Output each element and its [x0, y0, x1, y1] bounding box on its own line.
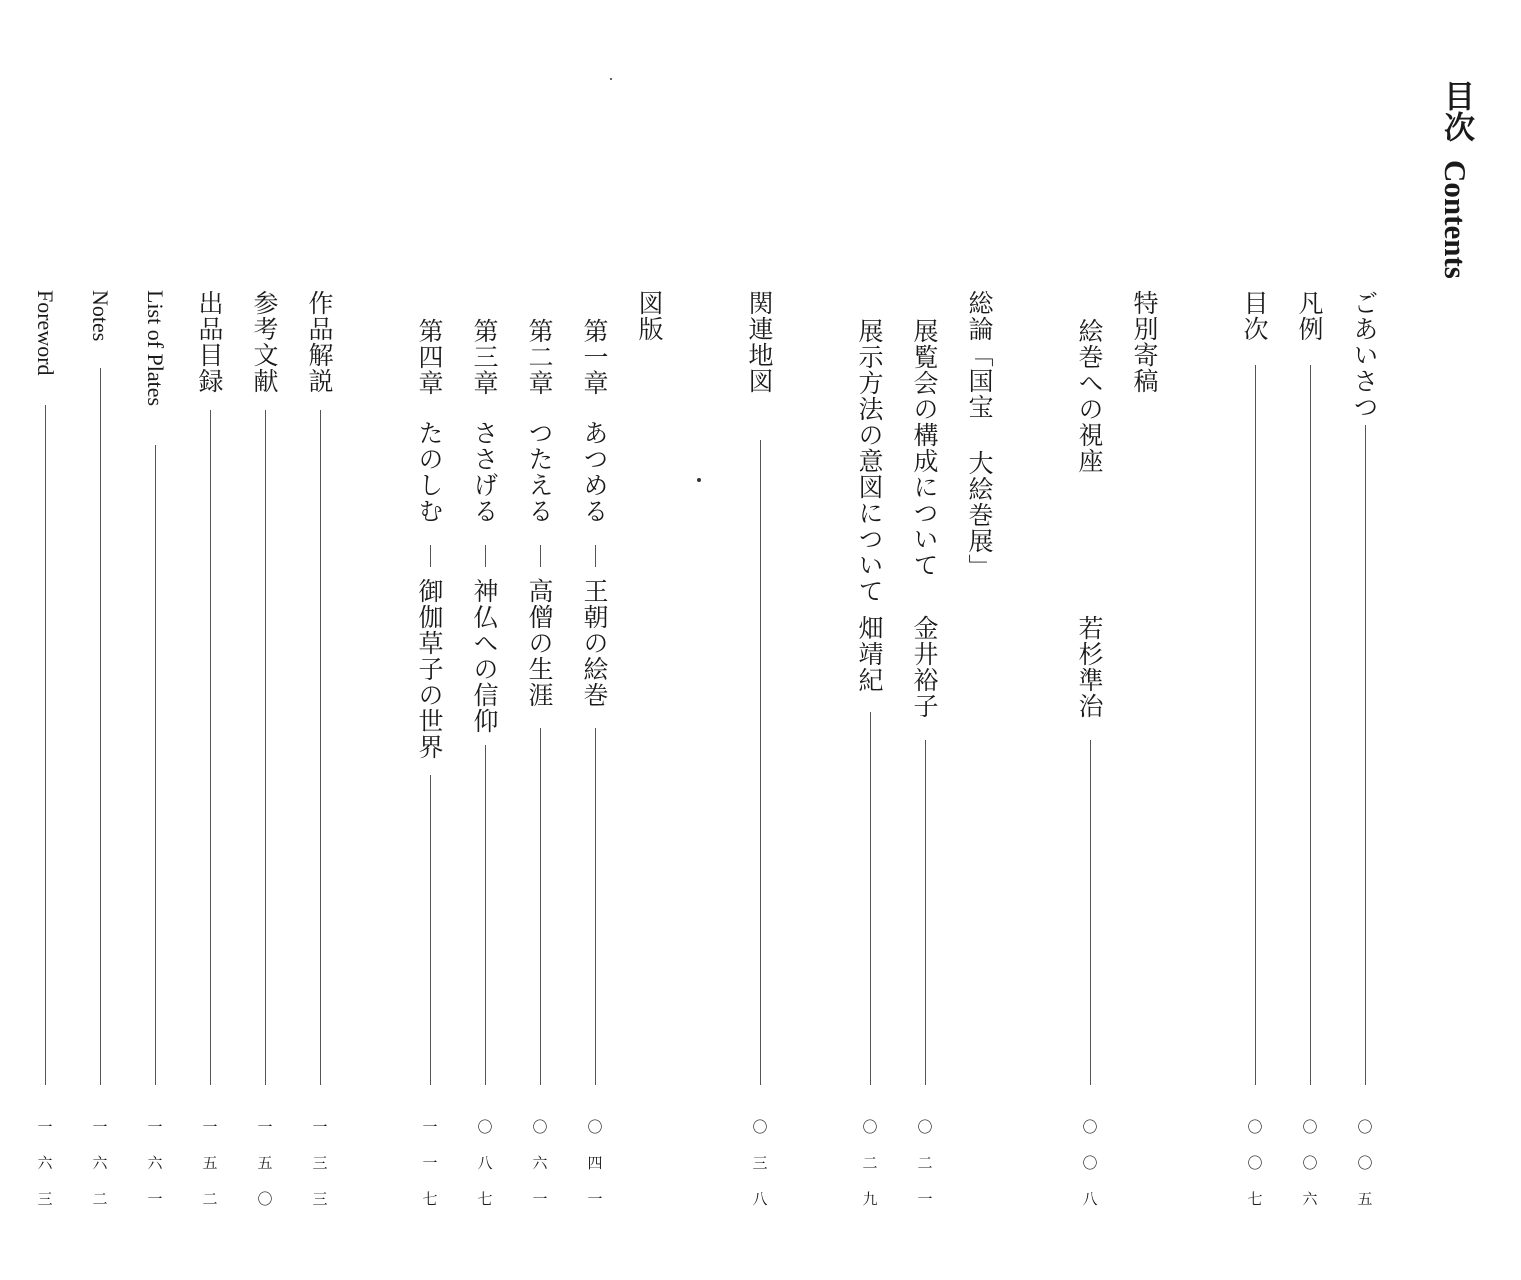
- entry-label: ごあいさつ: [1350, 290, 1379, 420]
- page-number: 一 五 〇: [257, 1118, 273, 1208]
- entry-label: 展示方法の意図について: [855, 318, 884, 604]
- entry-label: List of Plates: [143, 290, 168, 407]
- scan-speck: [697, 478, 701, 482]
- page-number: 〇 〇 八: [1082, 1118, 1098, 1208]
- chapter-number: 第四章: [415, 318, 444, 396]
- entry-label: 展覧会の構成について: [910, 318, 939, 578]
- entry-label: 目次: [1240, 290, 1269, 342]
- entry-label: 関連地図: [745, 290, 774, 394]
- chapter-number: 第一章: [580, 318, 609, 396]
- leader-line: [1090, 740, 1091, 1085]
- leader-line: [210, 410, 211, 1085]
- section-heading-special-contribution: 特別寄稿: [1130, 290, 1159, 394]
- page-number: 〇 三 八: [752, 1118, 768, 1208]
- leader-line: [100, 368, 101, 1085]
- page-number: 一 六 一: [147, 1118, 163, 1208]
- entry-author: 若杉準治: [1075, 615, 1104, 719]
- leader-line: [595, 728, 596, 1085]
- entry-label: 凡例: [1295, 290, 1324, 342]
- dash: [430, 545, 431, 567]
- page-number: 一 三 三: [312, 1118, 328, 1208]
- page-number: 〇 〇 六: [1302, 1118, 1318, 1208]
- chapter-description: 王朝の絵巻: [580, 578, 609, 708]
- page-number: 〇 二 九: [862, 1118, 878, 1208]
- entry-author: 金井裕子: [910, 615, 939, 719]
- chapter-subtitle: あつめる: [580, 420, 609, 524]
- entry-label: 作品解説: [305, 290, 334, 394]
- page-number: 一 六 三: [37, 1118, 53, 1208]
- leader-line: [925, 740, 926, 1085]
- toc-title-english: Contents: [1438, 160, 1473, 279]
- entry-author: 畑靖紀: [855, 615, 884, 693]
- scan-speck: [610, 78, 612, 80]
- leader-line: [265, 410, 266, 1085]
- entry-label: Notes: [88, 290, 113, 342]
- entry-label: 出品目録: [195, 290, 224, 394]
- entry-label: 絵巻への視座: [1075, 318, 1104, 474]
- leader-line: [45, 405, 46, 1085]
- leader-line: [485, 745, 486, 1085]
- leader-line: [1365, 425, 1366, 1085]
- chapter-number: 第二章: [525, 318, 554, 396]
- chapter-subtitle: つたえる: [525, 420, 554, 524]
- page-number: 一 一 七: [422, 1118, 438, 1208]
- entry-label: Foreword: [33, 290, 58, 376]
- page-number: 〇 〇 七: [1247, 1118, 1263, 1208]
- page-number: 〇 〇 五: [1357, 1118, 1373, 1208]
- leader-line: [320, 410, 321, 1085]
- leader-line: [430, 775, 431, 1085]
- page-number: 〇 六 一: [532, 1118, 548, 1208]
- leader-line: [1255, 365, 1256, 1085]
- page-number: 〇 八 七: [477, 1118, 493, 1208]
- section-heading-general-essay: 総論「国宝 大絵巻展」: [965, 290, 994, 580]
- dash: [485, 545, 486, 567]
- chapter-subtitle: たのしむ: [415, 420, 444, 524]
- chapter-description: 高僧の生涯: [525, 578, 554, 708]
- leader-line: [540, 728, 541, 1085]
- entry-label: 参考文献: [250, 290, 279, 394]
- chapter-description: 神仏への信仰: [470, 578, 499, 734]
- chapter-description: 御伽草子の世界: [415, 578, 444, 760]
- section-heading-plates: 図版: [635, 290, 664, 342]
- chapter-number: 第三章: [470, 318, 499, 396]
- leader-line: [155, 445, 156, 1085]
- chapter-subtitle: ささげる: [470, 420, 499, 524]
- page-number: 〇 四 一: [587, 1118, 603, 1208]
- dash: [595, 545, 596, 567]
- page-number: 一 五 二: [202, 1118, 218, 1208]
- dash: [540, 545, 541, 567]
- leader-line: [760, 440, 761, 1085]
- page-number: 一 六 二: [92, 1118, 108, 1208]
- toc-title: 目次: [1438, 80, 1474, 142]
- leader-line: [1310, 365, 1311, 1085]
- page-number: 〇 二 一: [917, 1118, 933, 1208]
- leader-line: [870, 712, 871, 1085]
